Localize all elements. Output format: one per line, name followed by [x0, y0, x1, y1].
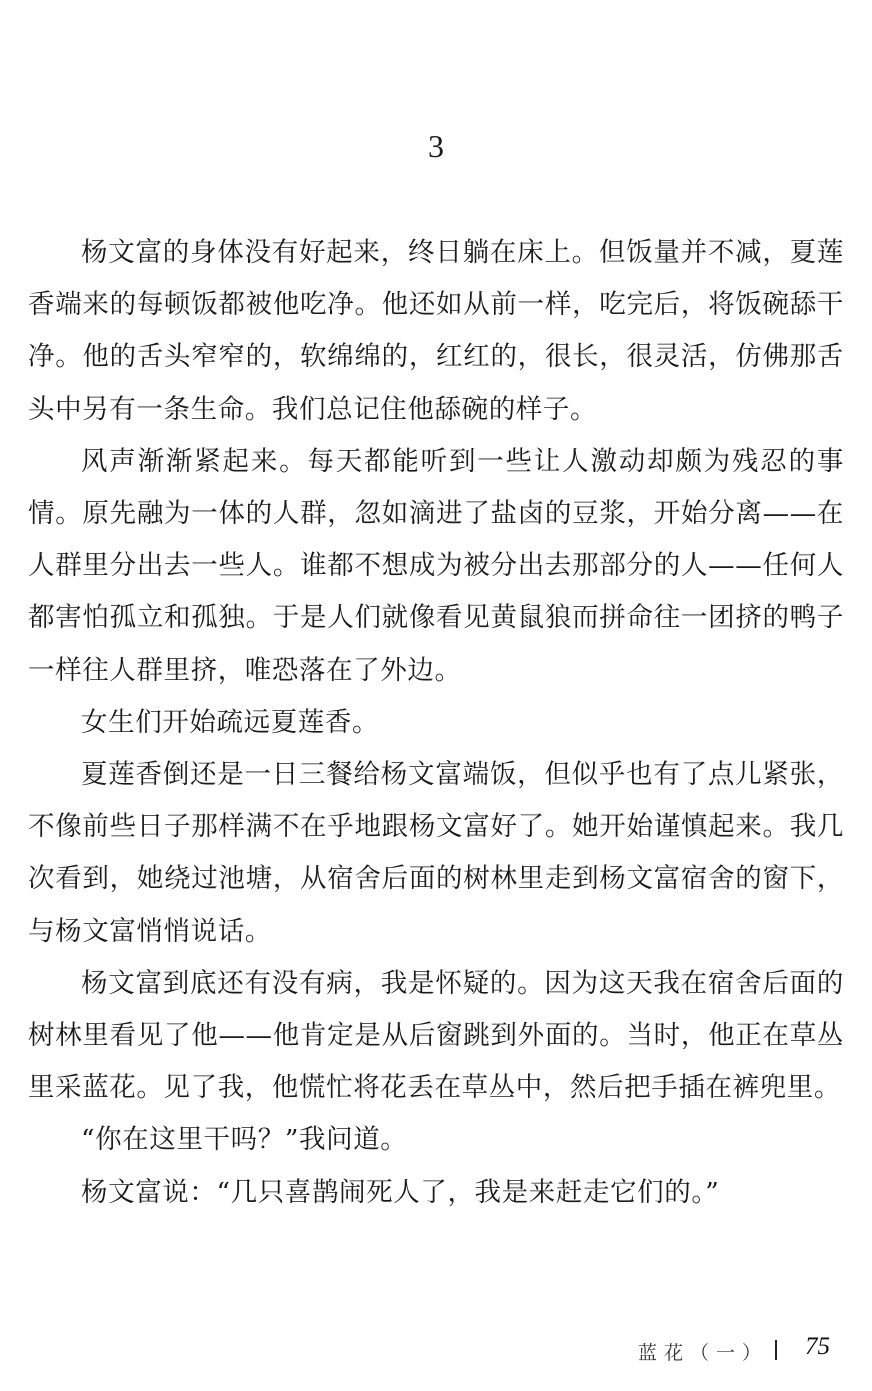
- page-number: 75: [805, 1333, 830, 1360]
- paragraph-1: 杨文富的身体没有好起来，终日躺在床上。但饭量并不减，夏莲香端来的每顿饭都被他吃净。他还如从前一样，吃完后，将饭碗舔干净。他的舌头窄窄的，软绵绵的，红红的，很长，很灵活，仿佛那舌头中另有一条生命。我们总记住他舔碗的样子。: [28, 237, 844, 425]
- page-footer: [0, 1334, 872, 1368]
- chapter-number: 3: [428, 128, 444, 164]
- paragraph-2: 风声渐渐紧起来。每天都能听到一些让人激动却颇为残忍的事情。原先融为一体的人群，忽如滴进了盐卤的豆浆，开始分离——在人群里分出去一些人。谁都不想成为被分出去那部分的人——任何人都害怕孤立和孤独。于是人们就像看见黄鼠狼而拼命往一团挤的鸭子一样往人群里挤，唯恐落在了外边。: [28, 445, 844, 686]
- paragraph-3: 女生们开始疏远夏莲香。: [81, 706, 380, 738]
- paragraph-4: 夏莲香倒还是一日三餐给杨文富端饭，但似乎也有了点儿紧张，不像前些日子那样满不在乎地跟杨文富好了。她开始谨慎起来。我几次看到，她绕过池塘，从宿舍后面的树林里走到杨文富宿舍的窗下，与杨文富悄悄说话。: [28, 759, 844, 947]
- footer-divider: [775, 1340, 777, 1360]
- paragraph-5: 杨文富到底还有没有病，我是怀疑的。因为这天我在宿舍后面的树林里看见了他——他肯定是从后窗跳到外面的。当时，他正在草丛里采蓝花。见了我，他慌忙将花丢在草丛中，然后把手插在裤兜里。: [28, 967, 844, 1104]
- paragraph-7: 杨文富说：“几只喜鹊闹死人了，我是来赶走它们的。”: [81, 1176, 720, 1208]
- paragraph-6: “你在这里干吗？”我问道。: [81, 1124, 408, 1156]
- running-title: 蓝花（一）: [638, 1342, 769, 1364]
- body-text: [28, 227, 844, 1219]
